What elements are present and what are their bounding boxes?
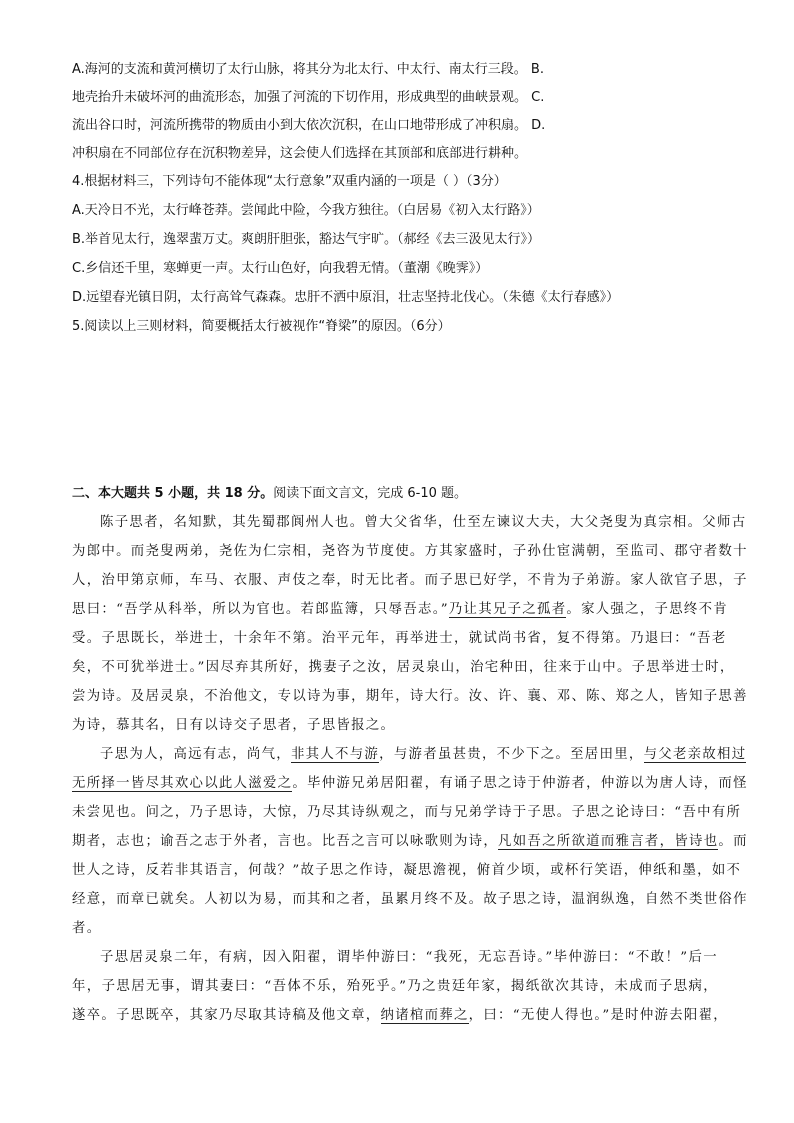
- text-segment: 。而: [718, 834, 748, 849]
- underlined-sentence: 乃让其兄子之孤者: [448, 602, 567, 617]
- text-segment: 遂卒。子思既卒，其家乃尽取其诗稿及他文章，: [72, 1008, 381, 1023]
- q3-option-line: 流出谷口时，河流所携带的物质由小到大依次沉积，在山口地带形成了冲积扇。 D.: [72, 118, 546, 133]
- passage-line: [72, 600, 728, 620]
- underlined-sentence: 与父老亲故相过: [643, 747, 747, 762]
- passage-line: 受。子思既长，举进士，十余年不第。治平元年，再举进士，就试尚书省，复不得第。乃退曰：“吾老: [72, 631, 727, 646]
- passage-line: 世人之诗，反若非其语言，何哉？”故子思之作诗，凝思澹视，俯首少顷，或杯行笑语，伸纸和墨，如不: [72, 863, 742, 878]
- passage-line: 为郎中。而尧叟两弟，尧佐为仁宗相，尧咨为节度使。方其家盛时，子孙仕宦满朝，至监司、郡守者数十: [72, 544, 748, 559]
- passage-line: 年，子思居无事，谓其妻曰：“吾体不乐，殆死乎。”乃之贵廷年家，揭纸欲次其诗，未成而子思病，: [72, 979, 718, 994]
- q3-option-line: 冲积扇在不同部位存在沉积物差异，这会使人们选择在其顶部和底部进行耕种。: [72, 146, 528, 161]
- section-2-instruction: 阅读下面文言文，完成 6-10 题。: [273, 486, 468, 501]
- q4-option-b: B.举首见太行，逸翠蜚万丈。爽朗肝胆张，豁达气宇旷。（郝经《去三汲见太行》）: [72, 232, 541, 247]
- passage-line: 者。: [72, 921, 102, 936]
- passage-line: 未尝见也。问之，乃子思诗，大惊，乃尽其诗纵观之，而与兄弟学诗于子思。子思之论诗曰：“吾中有所: [72, 805, 742, 820]
- q3-option-line: A.海河的支流和黄河横切了太行山脉，将其分为北太行、中太行、南太行三段。 B.: [72, 62, 544, 77]
- text-segment: ，曰：“无使人得也。”是时仲游去阳翟，: [468, 1008, 729, 1023]
- passage-line: 为诗，慕其名，日有以诗交子思者，子思皆报之。: [72, 718, 396, 733]
- passage-line: 人，治甲第京师，车马、衣服、声伎之奉，时无比者。而子思已好学，不肯为子弟游。家人欲官子思，子: [72, 573, 748, 588]
- passage-line: [72, 774, 748, 794]
- passage-line: 矣，不可犹举进士。”因尽弃其所好，携妻子之汝，居灵泉山，治宅种田，往来于山中。子思举进士时，: [72, 660, 735, 675]
- passage-line: [100, 745, 747, 765]
- text-segment: ，与游者虽甚贵，不少下之。至居田里，: [379, 747, 644, 762]
- text-segment: 。毕仲游兄弟居阳翟，有诵子思之诗于仲游者，仲游以为唐人诗，而怪: [292, 776, 748, 791]
- passage-line: 子思居灵泉二年，有病，因入阳翟，谓毕仲游曰：“我死，无忘吾诗。”毕仲游曰：“不敢！”后一: [100, 950, 718, 965]
- q4-stem: 4.根据材料三，下列诗句不能体现“太行意象”双重内涵的一项是（ ）（3分）: [72, 174, 507, 189]
- passage-line: [72, 832, 748, 852]
- section-2-title: 二、本大题共 5 小题，共 18 分。: [72, 486, 274, 501]
- text-segment: 子思为人，高远有志，尚气，: [100, 747, 291, 762]
- q4-option-a: A.天冷日不光，太行峰苍莽。尝闻此中险，今我方独往。（白居易《初入太行路》）: [72, 203, 540, 218]
- text-segment: 。家人强之，子思终不肯: [566, 602, 728, 617]
- underlined-sentence: 凡如吾之所欲道而雅言者，皆诗也: [498, 834, 719, 849]
- underlined-sentence: 无所择一皆尽其欢心以此人滋爱之: [72, 776, 293, 791]
- passage-line: 陈子思者，名知默，其先蜀郡阆州人也。曾大父省华，仕至左谏议大夫，大父尧叟为真宗相。父师古: [100, 515, 747, 530]
- passage-line: 经意，而章已就矣。人初以为易，而其和之者，虽累月终不及。故子思之诗，温润纵逸，自然不类世俗作: [72, 892, 748, 907]
- underlined-sentence: 纳诸棺而葬之: [380, 1008, 469, 1023]
- q3-option-line: 地壳抬升未破坏河的曲流形态，加强了河流的下切作用，形成典型的曲峡景观。 C.: [72, 90, 545, 105]
- q5-stem: 5.阅读以上三则材料，简要概括太行被视作“脊梁”的原因。（6分）: [72, 319, 451, 334]
- q4-option-c: C.乡信还千里，寒蝉更一声。太行山色好，向我碧无情。（董潮《晚霁》）: [72, 261, 489, 276]
- q4-option-d: D.远望春光镇日阴，太行高耸气森森。忠肝不洒中原泪，壮志坚持北伐心。（朱德《太行春感》）: [72, 290, 620, 305]
- text-segment: 思曰：“吾学从科举，所以为官也。若郎监簿，只辱吾志。”: [72, 602, 449, 617]
- section-2-heading: [72, 484, 732, 504]
- passage-line: [72, 1006, 729, 1026]
- underlined-sentence: 非其人不与游: [290, 747, 380, 762]
- text-segment: 期者，志也；谕吾之志于外者，言也。比吾之言可以咏歌则为诗，: [72, 834, 499, 849]
- passage-line: 尝为诗。及居灵泉，不治他文，专以诗为事，期年，诗大行。汝、许、襄、邓、陈、郑之人，皆知子思善: [72, 689, 748, 704]
